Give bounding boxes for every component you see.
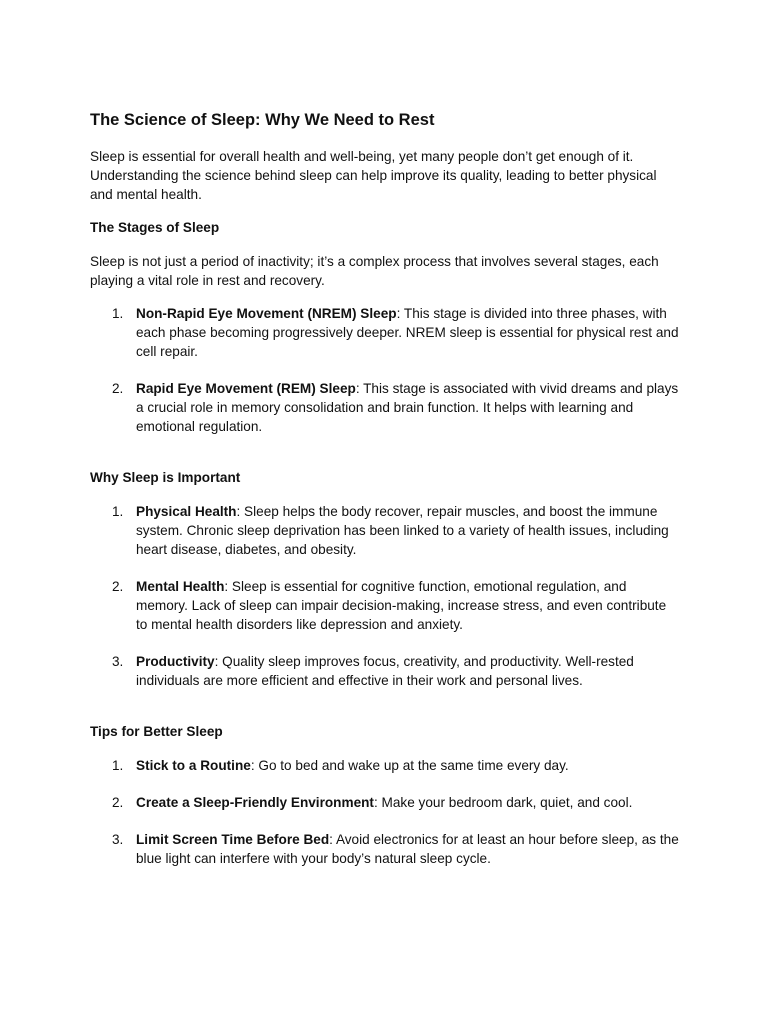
document-title: The Science of Sleep: Why We Need to Rest [90,111,435,129]
list-number: 1. [112,504,124,519]
stages-intro-paragraph: Sleep is not just a period of inactivity; it’s a complex process that involves several stages, each playing a vital role in rest and recovery. [90,254,659,288]
list-text: : Go to bed and wake up at the same time every day. [250,758,569,773]
list-term: Productivity [136,654,215,669]
section-spacer [90,708,680,722]
list-item [90,502,680,559]
list-term: Mental Health [136,579,225,594]
list-number: 1. [112,306,124,321]
list-number: 2. [112,579,124,594]
list-text: : Make your bedroom dark, quiet, and cool. [373,795,633,810]
list-term: Rapid Eye Movement (REM) Sleep [136,381,356,396]
list-item [90,304,680,361]
intro-paragraph: Sleep is essential for overall health and well-being, yet many people don’t get enough of it. Understanding the science behind sleep can help improve its quality, leading to better physical and mental health. [90,149,657,202]
section-heading-importance: Why Sleep is Important [90,470,241,485]
list-number: 3. [112,832,124,847]
list-term: Limit Screen Time Before Bed [136,832,330,847]
section-heading-stages: The Stages of Sleep [90,220,220,235]
importance-list [90,502,680,690]
list-text: : This stage is divided into three phases, with each phase becoming progressively deeper. NREM sleep is essential for physical rest and cell repair. [136,306,679,359]
list-item [90,756,680,775]
list-number: 2. [112,795,124,810]
list-item [90,577,680,634]
list-term: Create a Sleep-Friendly Environment [136,795,374,810]
section-heading-tips: Tips for Better Sleep [90,724,223,739]
list-number: 2. [112,381,124,396]
list-number: 3. [112,654,124,669]
list-text: : Sleep helps the body recover, repair muscles, and boost the immune system. Chronic sleep deprivation has been linked to a variety of health issues, including heart disease, diabetes, and obesity. [136,504,669,557]
list-item [90,652,680,690]
list-item [90,379,680,436]
list-text: : Quality sleep improves focus, creativity, and productivity. Well-rested individuals are more efficient and effective in their work and personal lives. [136,654,634,688]
stages-list [90,304,680,436]
section-spacer [90,454,680,468]
list-term: Physical Health [136,504,237,519]
list-text: : Avoid electronics for at least an hour before sleep, as the blue light can interfere with your body’s natural sleep cycle. [136,832,679,866]
list-number: 1. [112,758,124,773]
list-term: Non-Rapid Eye Movement (NREM) Sleep [136,306,397,321]
tips-list [90,756,680,868]
list-text: : This stage is associated with vivid dreams and plays a crucial role in memory consolidation and brain function. It helps with learning and emotional regulation. [136,381,679,434]
list-item [90,830,680,868]
list-item [90,793,680,812]
list-text: : Sleep is essential for cognitive function, emotional regulation, and memory. Lack of sleep can impair decision-making, increase stress, and even contribute to mental health disorders like depression and anxiety. [136,579,667,632]
list-term: Stick to a Routine [136,758,251,773]
